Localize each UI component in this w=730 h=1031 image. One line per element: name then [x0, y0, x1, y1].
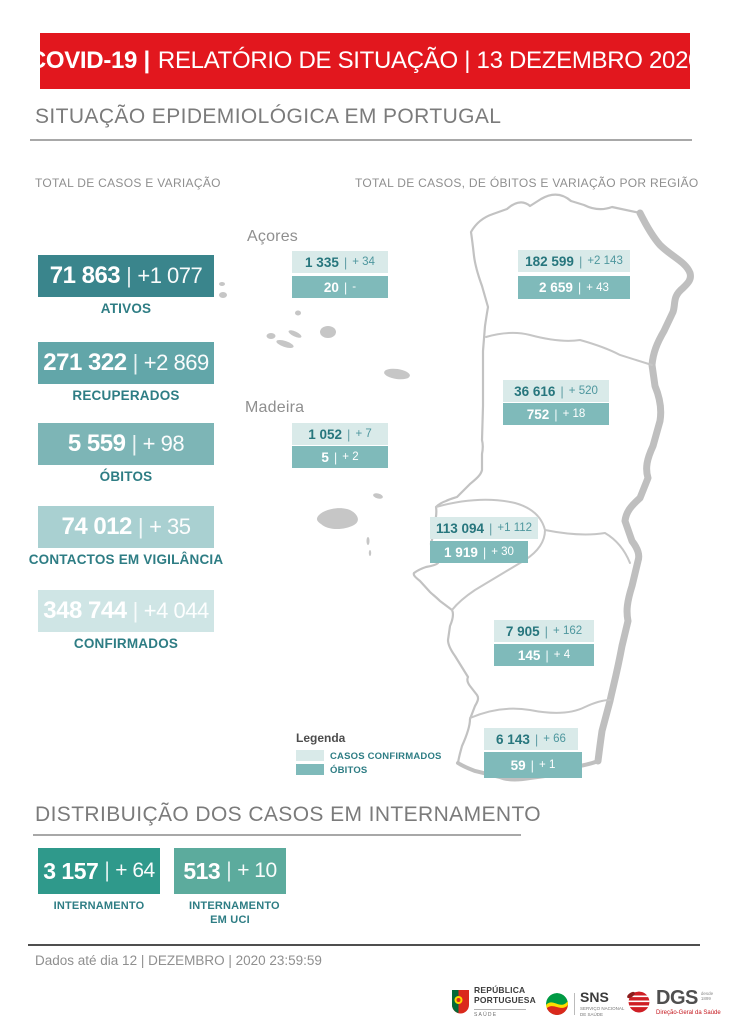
- cases-value: 1 335: [305, 254, 339, 270]
- banner-product: COVID-19 |: [28, 47, 150, 74]
- stat-label: RECUPERADOS: [72, 388, 180, 403]
- portugal-map: [210, 185, 720, 800]
- portugal-flag-icon: [452, 990, 469, 1014]
- stat-label: CONFIRMADOS: [73, 636, 179, 651]
- cases-variation: + 520: [568, 385, 598, 397]
- divider: |: [343, 254, 348, 270]
- deaths-value: 2 659: [539, 280, 573, 295]
- divider: |: [544, 623, 549, 639]
- stat-variation: + 10: [237, 859, 277, 882]
- divider: |: [577, 280, 582, 295]
- cases-variation: + 7: [355, 428, 372, 440]
- region-alentejo-deaths-box: [494, 644, 594, 666]
- divider: |: [578, 253, 583, 269]
- left-column-title: TOTAL DE CASOS E VARIAÇÃO: [35, 176, 221, 190]
- deaths-variation: -: [352, 281, 357, 293]
- dgs-since-line1: desde: [700, 991, 714, 996]
- stat-confirmados: [38, 590, 214, 651]
- stat-box-ativos: [38, 255, 214, 297]
- divider: |: [132, 598, 138, 623]
- cases-value: 1 052: [308, 426, 343, 442]
- dgs-logo: [625, 988, 721, 1016]
- sns-name: SNS: [580, 989, 609, 1005]
- divider: |: [104, 859, 110, 882]
- divider: |: [343, 279, 348, 295]
- stat-label: ÓBITOS: [99, 469, 153, 484]
- cases-value: 7 905: [505, 623, 540, 639]
- stat-box-recuperados: [38, 342, 214, 384]
- region-norte-cases-box: [518, 250, 630, 272]
- cases-value: 36 616: [514, 383, 556, 399]
- cases-variation: +1 112: [497, 522, 533, 534]
- stat-variation: + 35: [149, 514, 191, 539]
- region-centro-deaths-box: [503, 403, 609, 425]
- section-title-internment: DISTRIBUIÇÃO DOS CASOS EM INTERNAMENTO: [35, 803, 542, 826]
- madeira-label: Madeira: [245, 399, 305, 416]
- legend-label-deaths: ÓBITOS: [330, 765, 368, 776]
- deaths-variation: + 1: [539, 759, 556, 771]
- stat-variation: +4 044: [143, 598, 209, 623]
- cases-value: 182 599: [525, 253, 574, 269]
- stat-value: 74 012: [61, 513, 132, 540]
- region-madeira-cases-box: [292, 423, 388, 445]
- dgs-globe-icon: [625, 989, 651, 1015]
- divider: |: [132, 350, 138, 375]
- stat-ativos: [38, 255, 214, 316]
- deaths-value: 1 919: [444, 544, 478, 560]
- banner-title-date: RELATÓRIO DE SITUAÇÃO | 13 DEZEMBRO 2020: [157, 47, 702, 74]
- divider: |: [226, 859, 232, 882]
- deaths-variation: + 18: [562, 408, 586, 420]
- divider: |: [137, 514, 144, 539]
- stat-variation: +2 869: [143, 350, 209, 375]
- divider: |: [530, 757, 535, 773]
- region-lvt-deaths-box: [430, 541, 528, 563]
- republica-sub: SAÚDE: [474, 1009, 526, 1018]
- region-acores-cases-box: [292, 251, 388, 273]
- footer-rule: [28, 944, 700, 946]
- dgs-sub: Direção-Geral da Saúde: [656, 1010, 721, 1016]
- section-rule-internment: [33, 834, 521, 836]
- internment-box: [38, 848, 160, 894]
- cases-value: 6 143: [496, 731, 530, 747]
- region-norte-deaths-box: [518, 276, 630, 299]
- report-banner: [28, 33, 702, 89]
- madeira-islands: [317, 492, 384, 556]
- region-lvt-cases-box: [430, 517, 538, 539]
- stat-recuperados: [38, 342, 214, 403]
- sns-circle-icon: [545, 992, 569, 1016]
- legend-swatch-cases: [296, 750, 324, 761]
- republica-line2: PORTUGUESA: [474, 994, 536, 1005]
- deaths-variation: + 43: [586, 281, 609, 294]
- region-acores-deaths-box: [292, 276, 388, 298]
- stat-box-obitos: [38, 423, 214, 465]
- deaths-value: 59: [510, 757, 526, 773]
- stat-value: 271 322: [43, 349, 127, 376]
- divider: |: [131, 431, 137, 456]
- deaths-value: 5: [321, 449, 329, 465]
- republica-portuguesa-logo: [452, 986, 536, 1018]
- stat-value: 71 863: [49, 262, 121, 289]
- divider: |: [482, 544, 487, 560]
- region-alentejo-cases-box: [494, 620, 594, 642]
- deaths-value: 752: [526, 406, 550, 422]
- cases-variation: +2 143: [587, 255, 623, 267]
- legend-swatch-deaths: [296, 764, 324, 775]
- section-title-epidemiological: SITUAÇÃO EPIDEMIOLÓGICA EM PORTUGAL: [35, 105, 502, 128]
- stat-value: 513: [183, 857, 221, 884]
- stat-value: 348 744: [43, 597, 127, 624]
- republica-line1: REPÚBLICA: [474, 985, 526, 995]
- internment-uci-label: INTERNAMENTO EM UCI: [189, 900, 280, 927]
- stat-box-confirmados: [38, 590, 214, 632]
- region-madeira-deaths-box: [292, 446, 388, 468]
- stat-value: 5 559: [67, 430, 126, 457]
- stat-box-contactos: [38, 506, 214, 548]
- acores-label: Açores: [247, 228, 298, 245]
- legend-title: Legenda: [296, 731, 346, 745]
- dgs-since-line2: 1899: [700, 996, 711, 1002]
- footer-updated: Dados até dia 12 | DEZEMBRO | 2020 23:59:59: [35, 953, 322, 968]
- deaths-value: 20: [323, 279, 339, 295]
- stat-label: ATIVOS: [100, 301, 152, 316]
- sns-sub1: SERVIÇO NACIONAL: [580, 1005, 625, 1011]
- stat-label: CONTACTOS EM VIGILÂNCIA: [28, 552, 224, 567]
- region-column-title: TOTAL DE CASOS, DE ÓBITOS E VARIAÇÃO POR REGIÃO: [355, 176, 699, 190]
- internment-label: INTERNAMENTO: [53, 900, 145, 912]
- region-centro-cases-box: [503, 380, 609, 402]
- section-rule: [30, 139, 692, 141]
- divider: |: [347, 426, 351, 442]
- deaths-value: 145: [517, 647, 541, 663]
- sns-logo: [545, 990, 624, 1018]
- legend-label-cases: CASOS CONFIRMADOS: [330, 751, 442, 762]
- divider: |: [554, 406, 558, 422]
- stat-variation: + 64: [115, 859, 155, 882]
- cases-variation: + 34: [352, 256, 375, 268]
- cases-variation: + 66: [543, 733, 566, 745]
- stat-variation: +1 077: [137, 263, 203, 288]
- stat-obitos: [38, 423, 214, 484]
- stat-value: 3 157: [43, 857, 99, 884]
- cases-variation: + 162: [553, 625, 583, 637]
- divider: |: [489, 520, 493, 536]
- divider: |: [545, 647, 549, 663]
- region-algarve-cases-box: [484, 728, 578, 750]
- divider: |: [534, 731, 539, 747]
- divider: |: [333, 449, 338, 465]
- deaths-variation: + 30: [491, 546, 514, 558]
- internment-uci-box: [174, 848, 286, 894]
- divider: |: [560, 383, 564, 399]
- stat-contactos: [28, 506, 224, 567]
- deaths-variation: + 4: [553, 649, 571, 661]
- divider: |: [126, 263, 132, 288]
- dgs-name: DGS: [656, 987, 698, 1009]
- region-algarve-deaths-box: [484, 752, 582, 778]
- sns-divider: [574, 993, 575, 1015]
- cases-value: 113 094: [435, 520, 485, 536]
- deaths-variation: + 2: [342, 451, 359, 463]
- sns-sub2: DE SAÚDE: [580, 1012, 604, 1018]
- stat-variation: + 98: [142, 431, 185, 456]
